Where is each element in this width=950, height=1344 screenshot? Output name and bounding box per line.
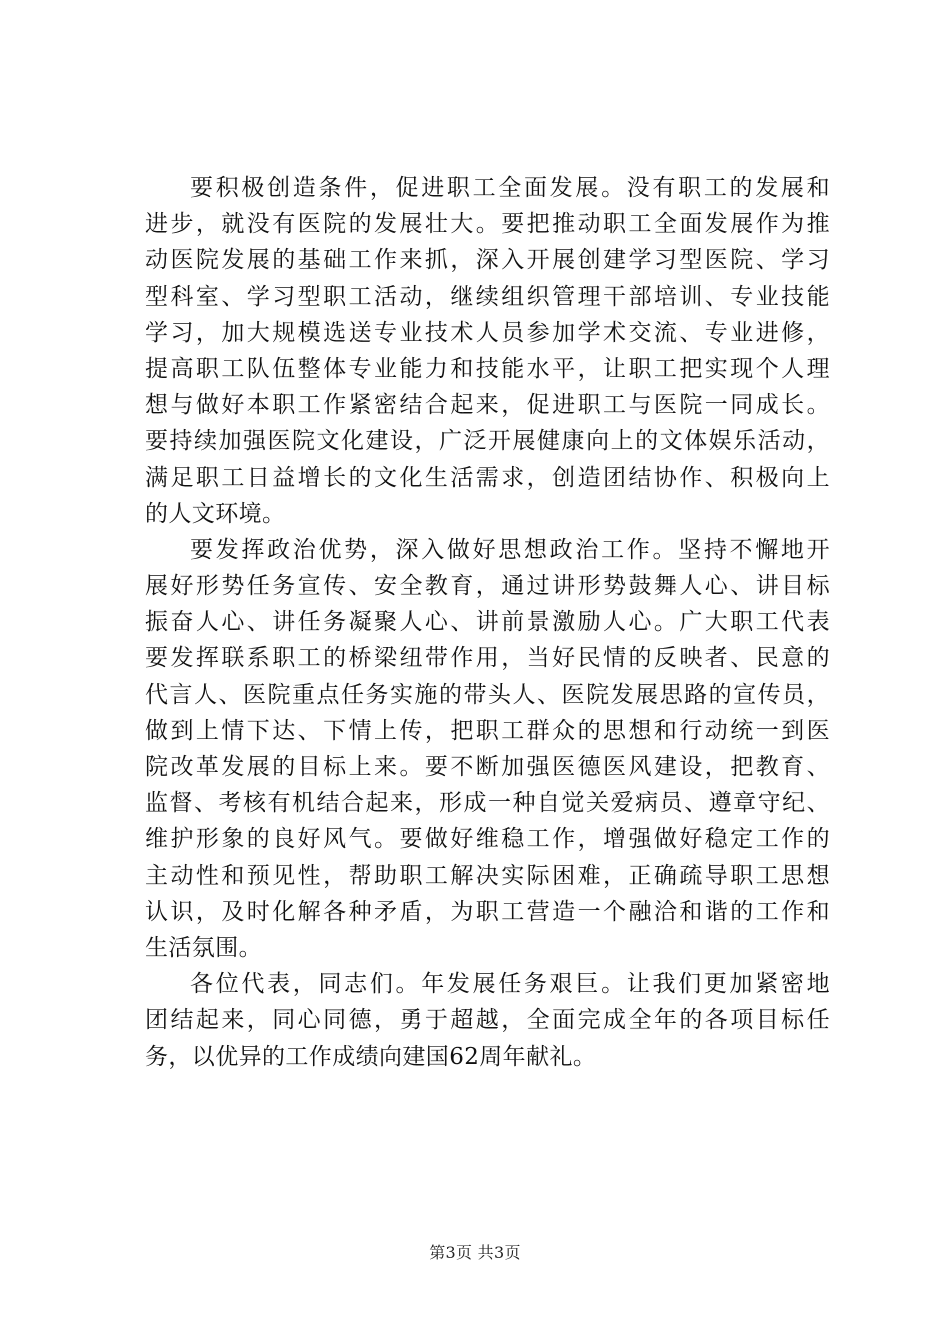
paragraph-1-line: 想与做好本职工作紧密结合起来，促进职工与医院一同成长。 <box>145 392 830 419</box>
paragraph-2-line: 维护形象的良好风气。要做好维稳工作，增强做好稳定工作的 <box>145 826 830 853</box>
page-footer: 第3页 共3页 <box>429 1243 521 1262</box>
paragraph-3-line: 各位代表，同志们。年发展任务艰巨。让我们更加紧密地 <box>190 971 830 998</box>
paragraph-2-line: 做到上情下达、下情上传，把职工群众的思想和行动统一到医 <box>145 717 830 744</box>
paragraph-2-line: 认识，及时化解各种矛盾，为职工营造一个融洽和谐的工作和 <box>145 898 830 925</box>
paragraph-1-line: 要积极创造条件，促进职工全面发展。没有职工的发展和 <box>190 175 830 201</box>
paragraph-1-line: 进步，就没有医院的发展壮大。要把推动职工全面发展作为推 <box>145 211 830 238</box>
paragraph-3-line: 务，以优异的工作成绩向建国62周年献礼。 <box>145 1043 597 1070</box>
paragraph-2-line: 代言人、医院重点任务实施的带头人、医院发展思路的宣传员， <box>145 681 830 708</box>
paragraph-1-line: 学习，加大规模选送专业技术人员参加学术交流、专业进修， <box>145 319 830 346</box>
paragraph-1-line: 型科室、学习型职工活动，继续组织管理干部培训、专业技能 <box>145 283 830 310</box>
paragraph-2-line: 监督、考核有机结合起来，形成一种自觉关爱病员、遵章守纪、 <box>145 790 830 817</box>
paragraph-2-line: 主动性和预见性，帮助职工解决实际困难，正确疏导职工思想 <box>145 862 830 889</box>
paragraph-2-line: 院改革发展的目标上来。要不断加强医德医风建设，把教育、 <box>145 754 830 780</box>
paragraph-2-line: 要发挥联系职工的桥梁纽带作用，当好民情的反映者、民意的 <box>145 645 830 672</box>
paragraph-1-line: 要持续加强医院文化建设，广泛开展健康向上的文体娱乐活动， <box>145 428 830 455</box>
paragraph-1-line: 满足职工日益增长的文化生活需求，创造团结协作、积极向上 <box>145 464 830 491</box>
paragraph-1-line: 动医院发展的基础工作来抓，深入开展创建学习型医院、学习 <box>145 247 830 274</box>
paragraph-2-line: 要发挥政治优势，深入做好思想政治工作。坚持不懈地开 <box>190 536 830 563</box>
paragraph-2-line: 展好形势任务宣传、安全教育，通过讲形势鼓舞人心、讲目标 <box>145 573 830 600</box>
paragraph-3-line: 团结起来，同心同德，勇于超越，全面完成全年的各项目标任 <box>145 1007 830 1034</box>
paragraph-2-line: 生活氛围。 <box>145 934 262 961</box>
paragraph-1-line: 提高职工队伍整体专业能力和技能水平，让职工把实现个人理 <box>145 355 830 382</box>
paragraph-1-line: 的人文环境。 <box>145 500 286 527</box>
paragraph-2-line: 振奋人心、讲任务凝聚人心、讲前景激励人心。广大职工代表 <box>145 609 830 636</box>
body-text <box>145 170 830 1075</box>
